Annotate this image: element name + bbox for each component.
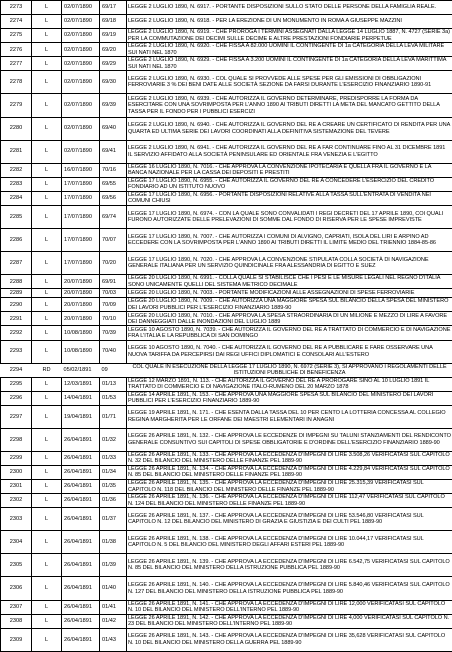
act-type: L: [32, 377, 62, 391]
act-reference: 01/37: [100, 508, 127, 531]
entry-number: 2301: [1, 480, 32, 494]
act-date: 26/04/1891: [62, 600, 100, 614]
act-description: LEGGE 20 LUGLIO 1890, N. 7010. - CHE APPROVA LA SPESA STRAORDINARIA DI UN MILIONE E MEZZO DI LIRE A FAVORE DEI DANNEGGIATI DALLE INONDAZIONI DEL LUGLIO 1889: [127, 312, 452, 326]
act-reference: 69/41: [100, 140, 127, 163]
act-reference: 69/74: [100, 205, 127, 228]
act-date: 26/04/1891: [62, 494, 100, 508]
entry-number: 2295: [1, 377, 32, 391]
act-reference: 01/36: [100, 494, 127, 508]
act-type: L: [32, 465, 62, 479]
entry-number: 2307: [1, 600, 32, 614]
act-type: L: [32, 1, 62, 15]
act-description: LEGGE 17 LUGLIO 1890, N. 7007. - CHE AUTORIZZA I COMUNI DI ALVIGNO, CAPRIATI, ISOLA DEL LIRI E ARPINO AD ECCEDERE CON LA SOVRIMPOSTA PER L'ANNO 1890 AI TRIBUTI DIRETTI IL LIMITE MEDIO DEL TRIENNIO 1884-85-86: [127, 229, 452, 252]
register-row: [1, 554, 452, 577]
entry-number: 2274: [1, 15, 32, 29]
act-date: 20/07/1890: [62, 298, 100, 312]
register-row: [1, 252, 452, 275]
act-reference: 70/10: [100, 312, 127, 326]
act-description: LEGGE 2 LUGLIO 1890, N. 6917. - PORTANTE DISPOSIZIONI SULLO STATO DELLE PERSONE DELLA FAMIGLIA REALE.: [127, 1, 452, 15]
act-type: L: [32, 252, 62, 275]
act-reference: 01/43: [100, 628, 127, 651]
entry-number: 2298: [1, 428, 32, 451]
entry-number: 2285: [1, 205, 32, 228]
act-reference: 01/71: [100, 405, 127, 428]
entry-number: 2286: [1, 229, 32, 252]
act-reference: 01/38: [100, 531, 127, 554]
act-type: L: [32, 275, 62, 289]
act-date: 17/07/1890: [62, 177, 100, 191]
act-type: L: [32, 628, 62, 651]
act-description: LEGGE 20 LUGLIO 1890, N. 7009. - CHE AUTORIZZA UNA MAGGIORE SPESA SUL BILANCIO DELLA SPESA DEL MINISTERO DEI LAVORI PUBBLICI PER L'ESERCIZIO FINANZIARIO 1889-90: [127, 298, 452, 312]
act-description: LEGGE 2 LUGLIO 1890, N. 6920. - CHE FISSA A 82.000 UOMINI IL CONTINGENTE DI 1a CATEGORIA DELLA LEVA MILITARE SUI NATI NEL 1870: [127, 43, 452, 57]
act-date: 02/07/1890: [62, 29, 100, 43]
act-reference: 69/19: [100, 29, 127, 43]
act-date: 26/04/1891: [62, 628, 100, 651]
act-date: 26/04/1891: [62, 531, 100, 554]
act-reference: 70/39: [100, 326, 127, 340]
register-row: [1, 57, 452, 71]
act-date: 20/07/1890: [62, 289, 100, 298]
act-date: 17/07/1890: [62, 252, 100, 275]
entry-number: 2288: [1, 275, 32, 289]
register-row: [1, 140, 452, 163]
act-description: LEGGE 26 APRILE 1891, N. 143. - CHE APPROVA LA ECCEDENZA D'IMPEGNI DI LIRE 35,628 VERIFICATASI SUL CAPITOLO N. 10 DEL BILANCIO DEL MINISTERO DELLA GUERRA PEL 1889-90: [127, 628, 452, 651]
act-date: 26/04/1891: [62, 508, 100, 531]
act-description: LEGGE 12 MARZO 1891, N. 113. - CHE AUTORIZZA IL GOVERNO DEL RE A PROROGARE SINO AL 10 LUGLIO 1891 IL TRATTATO DI COMMERCIO E DI NAVIGAZIONE ITALO-RUMENO DEL 20 MARZO 1878: [127, 377, 452, 391]
act-type: L: [32, 554, 62, 577]
register-row: [1, 451, 452, 465]
act-type: L: [32, 43, 62, 57]
act-date: 26/04/1891: [62, 428, 100, 451]
act-type: L: [32, 405, 62, 428]
act-description: LEGGE 10 AGOSTO 1890, N. 7039. - CHE AUTORIZZA IL GOVERNO DEL RE A TRATTATO DI COMMERCIO E DI NAVIGAZIONE FRA L'ITALIA E LA REPUBBLICA DI SAN DOMINGO: [127, 326, 452, 340]
act-date: 26/04/1891: [62, 465, 100, 479]
register-row: [1, 117, 452, 140]
register-row: [1, 405, 452, 428]
entry-number: 2277: [1, 57, 32, 71]
act-description: COL QUALE IN ESECUZIONE DELLA LEGGE 17 LUGLIO 1890, N. 6972 (SERIE 3), SI APPROVANO I REGOLAMENTI DELLE ISTITUZIONI PUBBLICHE DI BENEFICENZA: [127, 363, 452, 377]
act-date: 19/04/1891: [62, 405, 100, 428]
entry-number: 2304: [1, 531, 32, 554]
act-reference: 01/39: [100, 554, 127, 577]
register-row: [1, 298, 452, 312]
act-date: 10/08/1890: [62, 326, 100, 340]
act-reference: 70/20: [100, 252, 127, 275]
laws-register-rows: [1, 1, 452, 652]
act-reference: 69/17: [100, 1, 127, 15]
entry-number: 2292: [1, 326, 32, 340]
act-type: L: [32, 229, 62, 252]
act-type: L: [32, 15, 62, 29]
register-row: [1, 191, 452, 205]
act-type: L: [32, 326, 62, 340]
entry-number: 2282: [1, 163, 32, 177]
act-date: 02/07/1890: [62, 117, 100, 140]
register-row: [1, 205, 452, 228]
act-reference: 70/09: [100, 298, 127, 312]
register-row: [1, 428, 452, 451]
act-date: 05/02/1891: [62, 363, 100, 377]
act-description: LEGGE 26 APRILE 1891, N. 140. - CHE APPROVA LA ECCEDENZA D'IMPEGNI DI LIRE 5.840,46 VERIFICATASI SUL CAPITOLO N. 127 DEL BILANCIO DEL MINISTERO DELLA ISTRUZIONE PUBBLICA PEL 1889-90: [127, 577, 452, 600]
act-description: LEGGE 20 LUGLIO 1890, N. 7003. - PORTANTE MODIFICAZIONI ALLE ASSEGNAZIONI DI SPESE FERROVIARIE: [127, 289, 452, 298]
act-type: L: [32, 289, 62, 298]
act-type: L: [32, 614, 62, 628]
act-description: LEGGE 2 LUGLIO 1890, N. 6929. - CHE FISSA A 3.200 UOMINI IL CONTINGENTE DI 1a CATEGORIA DELLA LEVA MARITTIMA SUI NATI NEL 1870: [127, 57, 452, 71]
act-date: 02/07/1890: [62, 94, 100, 117]
act-description: LEGGE 20 LUGLIO 1890, N. 6991. - COLLA QUALE SI STABILISCE CHE I PESI E LE MISURE LEGALI NEL REGNO D'ITALIA SONO UNICAMENTE QUELLI DEL SISTEMA METRICO DECIMALE: [127, 275, 452, 289]
register-row: [1, 43, 452, 57]
act-type: L: [32, 298, 62, 312]
act-date: 10/08/1890: [62, 340, 100, 363]
register-row: [1, 326, 452, 340]
register-row: [1, 275, 452, 289]
act-description: LEGGE 26 APRILE 1891, N. 133. - CHE APPROVA LA ECCEDENZA D'IMPEGNI DI LIRE 3.508,26 VERIFICATASI SUL CAPITOLO N. 32 DEL BILANCIO DEL MINISTERO DELLE FINANZE PEL 1889-90: [127, 451, 452, 465]
register-row: [1, 531, 452, 554]
entry-number: 2294: [1, 363, 32, 377]
entry-number: 2278: [1, 71, 32, 94]
act-type: L: [32, 205, 62, 228]
act-description: LEGGE 26 APRILE 1891, N. 137. - CHE APPROVA LA ECCEDENZA D'IMPEGNI DI LIRE 53.546,80 VERIFICATASI SUL CAPITOLO N. 12 DEL BILANCIO DEL MINISTERO DI GRAZIA E GIUSTIZIA E DEI CULTI PEL 1889-90: [127, 508, 452, 531]
act-reference: 70/07: [100, 229, 127, 252]
act-type: L: [32, 531, 62, 554]
entry-number: 2300: [1, 465, 32, 479]
act-description: LEGGE 2 LUGLIO 1890, N. 6939. - CHE AUTORIZZA IL GOVERNO DETERMINARE, PREDISPORRE LA FORMA DA ESERCITARE CON UNA SOVRIMPOSTA PER L'ANNO 1890 AI TRIBUTI DIRETTI LA META DEL MANCATO GETTITO DELLA TASSA PER IL FONDO PER I PUBBLICI ESERCIZI: [127, 94, 452, 117]
register-row: [1, 391, 452, 405]
act-date: 16/07/1890: [62, 163, 100, 177]
register-row: [1, 600, 452, 614]
register-row: [1, 628, 452, 651]
act-reference: 69/55: [100, 177, 127, 191]
entry-number: 2306: [1, 577, 32, 600]
act-date: 12/03/1891: [62, 377, 100, 391]
entry-number: 2287: [1, 252, 32, 275]
act-type: L: [32, 480, 62, 494]
entry-number: 2305: [1, 554, 32, 577]
register-row: [1, 177, 452, 191]
act-description: LEGGE 19 APRILE 1891, N. 171. - CHE ESENTA DALLA TASSA DEL 10 PER CENTO LA LOTTERIA CONCESSA AL COLLEGIO REGINA MARGHERITA PER LE ORFANE DEI MAESTRI ELEMENTARI IN ANAGNI: [127, 405, 452, 428]
act-type: L: [32, 94, 62, 117]
act-type: L: [32, 117, 62, 140]
act-reference: 01/53: [100, 391, 127, 405]
act-date: 17/07/1890: [62, 191, 100, 205]
act-type: L: [32, 29, 62, 43]
act-description: LEGGE 26 APRILE 1891, N. 134. - CHE APPROVA LA ECCEDENZA D'IMPEGNI DI LIRE 4.229,84 VERIFICATASI SUL CAPITOLO N. 85 DEL BILANCIO DEL MINISTERO DELLE FINANZE PEL 1889-90: [127, 465, 452, 479]
act-reference: 69/30: [100, 71, 127, 94]
register-row: [1, 94, 452, 117]
act-date: 02/07/1890: [62, 57, 100, 71]
act-type: L: [32, 451, 62, 465]
act-description: LEGGE 17 LUGLIO 1890, N. 6955. - CHE AUTORIZZA IL GOVERNO DEL RE A CONCEDERE L'ESERCIZIO DEL CREDITO FONDIARIO AD UN ISTITUTO NUOVO: [127, 177, 452, 191]
entry-number: 2280: [1, 117, 32, 140]
act-description: LEGGE 26 APRILE 1891, N. 142. - CHE APPROVA LA ECCEDENZA D'IMPEGNI DI LIRE 4,000 VERIFICATASI SUL CAPITOLO N. 23 DEL BILANCIO DEL MINISTERO DELL'INTERNO PEL 1889-90: [127, 614, 452, 628]
act-description: LEGGE 14 APRILE 1891, N. 153. - CHE APPROVA UNA MAGGIORE SPESA SUL BILANCIO DEL MINISTERO DEI LAVORI PUBBLICI PER L'ESERCIZIO FINANZIARIO 1889-90: [127, 391, 452, 405]
act-type: L: [32, 57, 62, 71]
act-date: 20/07/1890: [62, 312, 100, 326]
act-type: L: [32, 340, 62, 363]
register-row: [1, 465, 452, 479]
entry-number: 2291: [1, 312, 32, 326]
act-reference: 69/20: [100, 43, 127, 57]
entry-number: 2308: [1, 614, 32, 628]
act-reference: 01/41: [100, 600, 127, 614]
act-description: LEGGE 26 APRILE 1891, N. 132. - CHE APPROVA LE ECCEDENZE DI IMPEGNI SU TALUNI STANZIAMENTI DEL RENDICONTO GENERALE CONSUNTIVO SUI CAPITOLI DI SPESE OBBLIGATORIE E D'ORDINE DELL'ESERCIZIO FINANZIARIO 1889-90: [127, 428, 452, 451]
act-description: LEGGE 2 LUGLIO 1890, N. 6941. - CHE AUTORIZZA IL GOVERNO DEL RE A FAR CONTINUARE FINO AL 31 DICEMBRE 1891 IL SERVIZIO AFFIDATO ALLA SOCIETÀ PENINSULARE ED ORIENTALE FRA VENEZIA E L'EGITTO: [127, 140, 452, 163]
act-date: 02/07/1890: [62, 140, 100, 163]
act-type: L: [32, 508, 62, 531]
act-reference: 01/34: [100, 465, 127, 479]
act-date: 17/07/1890: [62, 229, 100, 252]
register-row: [1, 508, 452, 531]
entry-number: 2296: [1, 391, 32, 405]
entry-number: 2273: [1, 1, 32, 15]
act-type: L: [32, 312, 62, 326]
register-row: [1, 29, 452, 43]
act-date: 20/07/1890: [62, 275, 100, 289]
act-reference: 69/39: [100, 94, 127, 117]
act-reference: 01/40: [100, 577, 127, 600]
act-description: LEGGE 26 APRILE 1891, N. 135. - CHE APPROVA LA ECCEDENZA D'IMPEGNI DI LIRE 25.315,39 VERIFICATASI SUL CAPITOLO N. 118 DEL BILANCIO DEL MINISTERO DELLE FINANZE PEL 1889-90: [127, 480, 452, 494]
act-reference: 69/29: [100, 57, 127, 71]
act-reference: 01/33: [100, 451, 127, 465]
register-row: [1, 163, 452, 177]
act-reference: 01/13: [100, 377, 127, 391]
entry-number: 2283: [1, 177, 32, 191]
act-description: LEGGE 10 AGOSTO 1890, N. 7040. - CHE AUTORIZZA IL GOVERNO DEL RE A PUBBLICARE E FARE OSSERVARE UNA NUOVA TARIFFA DA PERCEPIRSI DAI REGI UFFICI DIPLOMATICI E CONSOLARI ALL'ESTERO: [127, 340, 452, 363]
register-row: [1, 340, 452, 363]
act-description: LEGGE 2 LUGLIO 1890, N. 6919. - CHE PROROGA I TERMINI ASSEGNATI DALLA LEGGE 14 LUGLIO 1887, N. 4727 (SERIE 3a) PER LA COMMUTAZIONE DEI DECIMI SULLE DECIME E ALTRE PRESTAZIONI FONDIARIE PERPETUE: [127, 29, 452, 43]
register-row: [1, 480, 452, 494]
entry-number: 2284: [1, 191, 32, 205]
register-row: [1, 289, 452, 298]
act-type: L: [32, 140, 62, 163]
act-date: 02/07/1890: [62, 71, 100, 94]
act-type: L: [32, 391, 62, 405]
act-type: L: [32, 163, 62, 177]
entry-number: 2279: [1, 94, 32, 117]
act-reference: 01/32: [100, 428, 127, 451]
act-description: LEGGE 17 LUGLIO 1890, N. 7020. - CHE APPROVA LA CONVENZIONE STIPULATA COLLA SOCIETÀ DI NAVIGAZIONE GENERALE ITALIANA PER UN SERVIZIO QUINDICINALE FRA ALESSANDRIA DI EGITTO E SUEZ: [127, 252, 452, 275]
act-type: L: [32, 600, 62, 614]
register-row: [1, 229, 452, 252]
act-description: LEGGE 26 APRILE 1891, N. 136. - CHE APPROVA LA ECCEDENZA D'IMPEGNI DI LIRE 112,47 VERIFICATASI SUL CAPITOLO N. 124 DEL BILANCIO DEL MINISTERO DELLE FINANZE PEL 1889-90: [127, 494, 452, 508]
act-description: LEGGE 17 LUGLIO 1890, N. 6974. - CON LA QUALE SONO CONVALIDATI I REGI DECRETI DEL 17 APRILE 1890, COI QUALI FURONO AUTORIZZATE DELLE PRELEVAZIONI DI SOMME DAL FONDO DI RISERVA PER LE SPESE IMPREVISTE: [127, 205, 452, 228]
act-type: L: [32, 71, 62, 94]
entry-number: 2275: [1, 29, 32, 43]
act-reference: 69/40: [100, 117, 127, 140]
act-reference: 09: [100, 363, 127, 377]
entry-number: 2297: [1, 405, 32, 428]
entry-number: 2302: [1, 494, 32, 508]
entry-number: 2303: [1, 508, 32, 531]
act-type: L: [32, 428, 62, 451]
act-description: LEGGE 2 LUGLIO 1890, N. 6930. - COL QUALE SI PROVVEDE ALLE SPESE PER GLI EMISSIONI DI OBBLIGAZIONI FERROVIARIE 3 % DEI BENI DATE ALLE SOCIETÀ SEZIONE DA FARSI DURANTE L'ESERCIZIO FINANZIARIO 1890-91: [127, 71, 452, 94]
act-date: 02/07/1890: [62, 43, 100, 57]
entry-number: 2293: [1, 340, 32, 363]
act-reference: 70/03: [100, 289, 127, 298]
register-row: [1, 377, 452, 391]
register-row: [1, 15, 452, 29]
act-date: 02/07/1890: [62, 15, 100, 29]
act-date: 26/04/1891: [62, 554, 100, 577]
act-type: L: [32, 577, 62, 600]
act-reference: 70/40: [100, 340, 127, 363]
entry-number: 2289: [1, 289, 32, 298]
act-date: 14/04/1891: [62, 391, 100, 405]
act-reference: 69/56: [100, 191, 127, 205]
act-type: L: [32, 191, 62, 205]
act-reference: 01/35: [100, 480, 127, 494]
act-date: 26/04/1891: [62, 577, 100, 600]
register-row: [1, 312, 452, 326]
act-description: LEGGE 17 LUGLIO 1890, N. 6956. - PORTANTE DISPOSIZIONI RELATIVE ALLA TASSA SULL'ENTRATA DI VENDITA NEI COMUNI CHIUSI: [127, 191, 452, 205]
register-row: [1, 363, 452, 377]
act-date: 26/04/1891: [62, 480, 100, 494]
entry-number: 2290: [1, 298, 32, 312]
act-description: LEGGE 26 APRILE 1891, N. 139. - CHE APPROVA LA ECCEDENZA D'IMPEGNI DI LIRE 6.542,75 VERIFICATASI SUL CAPITOLO N. 85 DEL BILANCIO DEL MINISTERO DELLA ISTRUZIONE PUBBLICA PEL 1889-90: [127, 554, 452, 577]
register-row: [1, 494, 452, 508]
act-description: LEGGE 26 APRILE 1891, N. 138. - CHE APPROVA LA ECCEDENZA D'IMPEGNI DI LIRE 10.044,17 VERIFICATASI SUL CAPITOLO N. 5 DEL BILANCIO DEL MINISTERO DEGLI AFFARI ESTERI PEL 1889-90: [127, 531, 452, 554]
act-description: LEGGE 26 APRILE 1891, N. 141. - CHE APPROVA LA ECCEDENZA D'IMPEGNI DI LIRE 12,000 VERIFICATASI SUL CAPITOLO N. 10 DEL BILANCIO DEL MINISTERO DELL'INTERNO PEL 1889-90: [127, 600, 452, 614]
act-description: LEGGE 16 LUGLIO 1890, N. 7016. - CHE APPROVA LA CONVENZIONE IPOTECARIA E QUELLA FRA IL GOVERNO E LA BANCA NAZIONALE PER LA CASSA DEI DEPOSITI E PRESTITI: [127, 163, 452, 177]
register-row: [1, 71, 452, 94]
act-description: LEGGE 2 LUGLIO 1890, N. 6940. - CHE AUTORIZZA IL GOVERNO DEL RE A CREARE UN CERTIFICATO DI RENDITA PER UNA QUARTA ED ULTIMA SERIE DEI LAVORI COORDINATI ALLA DEFINITIVA SISTEMAZIONE DEL TEVERE: [127, 117, 452, 140]
act-type: L: [32, 494, 62, 508]
act-reference: 01/42: [100, 614, 127, 628]
entry-number: 2299: [1, 451, 32, 465]
act-date: 17/07/1890: [62, 205, 100, 228]
act-reference: 70/16: [100, 163, 127, 177]
act-date: 02/07/1890: [62, 1, 100, 15]
entry-number: 2276: [1, 43, 32, 57]
act-date: 26/04/1891: [62, 451, 100, 465]
register-row: [1, 1, 452, 15]
act-type: L: [32, 177, 62, 191]
act-date: 26/04/1891: [62, 614, 100, 628]
register-row: [1, 577, 452, 600]
act-description: LEGGE 2 LUGLIO 1890, N. 6918. - PER LA EREZIONE DI UN MONUMENTO IN ROMA A GIUSEPPE MAZZINI: [127, 15, 452, 29]
act-reference: 69/18: [100, 15, 127, 29]
entry-number: 2309: [1, 628, 32, 651]
act-type: RD: [32, 363, 62, 377]
entry-number: 2281: [1, 140, 32, 163]
act-reference: 69/91: [100, 275, 127, 289]
register-row: [1, 614, 452, 628]
